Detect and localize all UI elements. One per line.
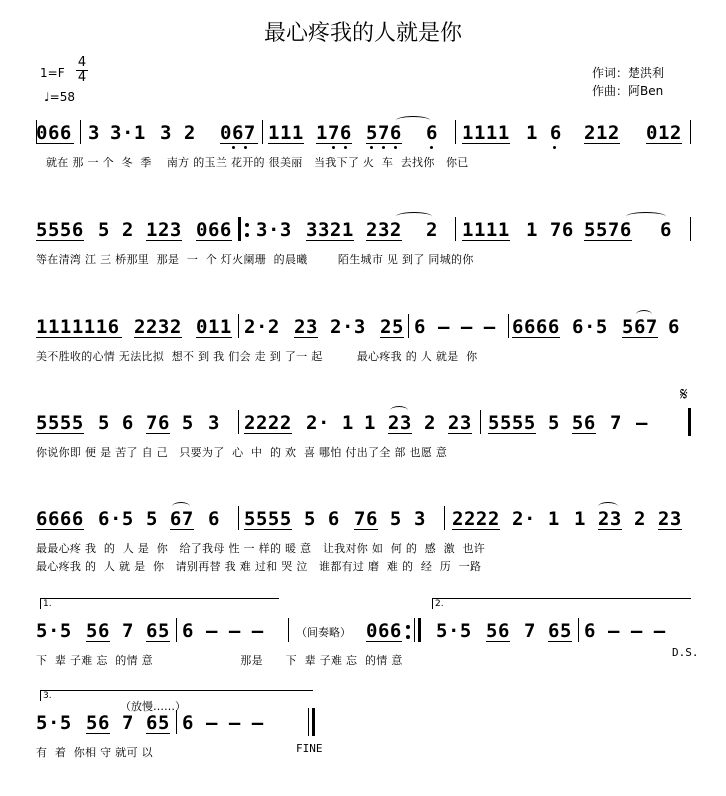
note-group: 232 [366,219,402,241]
repeat-dot [406,625,410,629]
low-octave-dot [232,146,235,149]
underline [244,529,292,530]
repeat-end-barline-thick [418,618,421,642]
note-group: 5 2 [98,219,134,241]
note-group: 5555 [244,508,292,530]
note-group: 5576 [584,219,632,241]
underline [170,529,194,530]
note-group: 6 [208,508,220,530]
note-group: 76 5 [354,508,402,530]
note-group: 56 [486,620,510,642]
underline [36,433,84,434]
repeat-start-barline [238,217,241,241]
note-group: 6 [182,620,194,642]
underline [36,240,84,241]
underline [512,337,560,338]
note-group: 65 [146,620,170,642]
note-group: 2222 [244,412,292,434]
lyrics-line: 下 辈 子难 忘 的情 意 那是 下 辈 子难 忘 的情 意 [36,654,403,667]
barline [238,410,239,434]
note-group: 7 [610,412,622,434]
interlude-note: （间奏略） [296,626,351,639]
low-octave-dot [430,146,433,149]
underline [380,337,404,338]
final-barline [308,708,309,736]
final-barline-thick [312,708,315,736]
note-group: 56 [86,620,110,642]
note-group: 1111 [462,219,510,241]
underline [366,143,402,144]
volta-label: 2. [435,599,444,609]
underline [146,433,170,434]
barline [690,120,691,144]
note-group: 5·5 [36,712,72,734]
note-group: 6 [660,219,672,241]
note-group: 576 [366,122,402,144]
underline [86,733,110,734]
note-group: 5556 [36,219,84,241]
low-octave-dot [394,146,397,149]
note-group: 3 [88,122,100,144]
barline [455,217,456,241]
note-group: 066 [196,219,232,241]
underline [316,143,352,144]
underline [36,337,122,338]
underline [36,143,74,144]
note-group: 6 [426,122,438,144]
da-segno: D.S. [672,646,699,659]
underline [36,529,84,530]
repeat-dot [245,223,249,227]
song-title: 最心疼我的人就是你 [263,21,462,46]
note-group: 5 6 [304,508,340,530]
note-group: 3 [208,412,220,434]
note-group: 2·2 [244,316,280,338]
barline [80,120,81,144]
lyrics-line: 你说你即 便 是 苦了 自 己 只要为了 心 中 的 欢 喜 哪怕 付出了全 部 也愿 意 [36,446,448,459]
volta-bracket-1 [40,598,279,609]
underline [584,240,632,241]
low-octave-dot [332,146,335,149]
time-bottom: 4 [77,70,87,85]
lyrics-line: 有 着 你相 守 就可 以 [36,746,153,759]
note-group: 6 [584,620,596,642]
underline [146,240,182,241]
quarter-note-icon: ♩ [44,90,50,104]
note-group: 3321 [306,219,354,241]
note-group: 5555 [36,412,84,434]
underline [268,143,304,144]
sustain-dashes: – – – [206,712,264,734]
note-group: 1 23 [364,412,412,434]
note-group: 567 [622,316,658,338]
lyrics-line: 等在清湾 江 三 桥那里 那是 一 个 灯火阑珊 的晨曦 陌生城市 见 到了 同城的你 [36,253,474,266]
note-group: 176 [316,122,352,144]
note-group: 2222 [452,508,500,530]
underline [146,733,170,734]
note-group: 2232 [134,316,182,338]
repeat-dot [406,635,410,639]
underline [448,433,472,434]
note-group: 5 6 [98,412,134,434]
note-group: 1 23 [574,508,622,530]
sustain-dashes: – – – [438,316,496,338]
barline [262,120,263,144]
barline [455,120,456,144]
note-group: 3 [414,508,426,530]
note-group: 2· 1 [306,412,354,434]
underline [658,529,682,530]
repeat-dot [245,233,249,237]
underline [86,641,110,642]
segno-icon: 𝄋 [680,384,688,405]
note-group: 3 2 [160,122,196,144]
underline [146,641,170,642]
note-group: 2· 1 [512,508,560,530]
note-group: 5·5 [436,620,472,642]
note-group: 76 5 [146,412,194,434]
note-group: 1 76 [526,219,574,241]
note-group: 65 [146,712,170,734]
tempo-marking [44,90,75,104]
underline [548,641,572,642]
underline [462,143,510,144]
barline [508,314,509,338]
note-group: 212 [584,122,620,144]
underline [306,240,354,241]
note-group: 067 [220,122,256,144]
lyricist: 作词：楚洪利 [592,66,665,80]
underline [354,529,378,530]
barline [176,710,177,734]
fine-marking: FINE [296,742,323,755]
credits [592,64,664,100]
volta-label: 3. [43,691,52,701]
note-group: 6·5 [572,316,608,338]
underline [584,143,620,144]
barline [444,506,445,530]
underline [572,433,596,434]
note-group: 65 [548,620,572,642]
note-group: 6666 [36,508,84,530]
time-top: 4 [77,55,87,70]
barline [578,618,579,642]
tempo-value: =58 [49,90,75,104]
note-group: 1 6 [526,122,562,144]
underline [366,641,402,642]
note-group: 6 [414,316,426,338]
note-group: 6 [668,316,680,338]
lyrics-line: 就在 那 一 个 冬 季 南方 的玉兰 花开的 很美丽 当我下了 火 车 去找你 你已 [46,156,469,169]
note-group: 2 23 [424,412,472,434]
pickup-notes: 066 [366,620,402,642]
note-group: 011 [196,316,232,338]
composer: 作曲：阿Ben [592,84,664,98]
barline [238,506,239,530]
note-group: 5 67 [146,508,194,530]
underline [196,337,232,338]
note-group: 3·3 [256,219,292,241]
note-group: 3·1 [110,122,146,144]
note-group: 5555 [488,412,536,434]
underline [366,240,402,241]
underline [452,529,500,530]
note-group: 7 [524,620,536,642]
note-group: 066 [36,122,72,144]
note-group: 012 [646,122,682,144]
underline [196,240,232,241]
barline [480,410,481,434]
underline [244,433,292,434]
note-group: 1111 [462,122,510,144]
note-group: 2 23 [634,508,682,530]
note-group: 7 [122,712,134,734]
underline [134,337,182,338]
low-octave-dot [553,146,556,149]
underline [388,433,412,434]
barline [690,217,691,241]
tie-arc [390,406,408,415]
low-octave-dot [344,146,347,149]
note-group: 1111116 [36,316,120,338]
barline [238,314,239,338]
underline [622,337,658,338]
repeat-end-barline [414,618,415,642]
tie-arc [396,116,430,125]
underline [646,143,682,144]
tie-arc [172,502,190,511]
note-group: 6·5 [98,508,134,530]
note-group: 5 56 [548,412,596,434]
underline [488,433,536,434]
time-signature [76,56,88,85]
underline [598,529,622,530]
note-group: 25 [380,316,404,338]
underline [462,240,510,241]
tempo-direction: （放慢……） [120,700,186,713]
underline [486,641,510,642]
note-group: 6666 [512,316,560,338]
note-group: 111 [268,122,304,144]
low-octave-dot [382,146,385,149]
volta-label: 1. [43,599,52,609]
barline [688,408,691,436]
barline [408,314,409,338]
lyrics-line: 美不胜收的心情 无法比拟 想不 到 我 们会 走 到 了一 起 最心疼我 的 人 就是 你 [36,350,478,363]
sustain-dashes: – – – [206,620,264,642]
note-group: 23 [294,316,318,338]
tie-arc [598,502,618,511]
lyrics-line: 最最心疼 我 的 人 是 你 给了我母 性 一 样的 暖 意 让我对你 如 何 的 感 激 也许 [36,542,486,555]
sustain-dashes: – – – [608,620,666,642]
volta-bracket-2 [432,598,691,609]
note-group: 123 [146,219,182,241]
sustain-dashes: – [636,412,648,434]
underline [294,337,318,338]
low-octave-dot [244,146,247,149]
key-signature: 1=F [40,66,65,80]
note-group: 7 [122,620,134,642]
note-group: 5·5 [36,620,72,642]
lyrics-line: 最心疼我 的 人 就 是 你 请别再替 我 难 过和 哭 泣 谁都有过 磨 难 的 经 历 一路 [36,560,482,573]
note-group: 56 [86,712,110,734]
note-group: 2 [426,219,438,241]
underline [220,143,258,144]
low-octave-dot [370,146,373,149]
note-group: 2·3 [330,316,366,338]
barline [288,618,289,642]
tie-arc [636,310,652,319]
note-group: 6 [182,712,194,734]
barline [176,618,177,642]
